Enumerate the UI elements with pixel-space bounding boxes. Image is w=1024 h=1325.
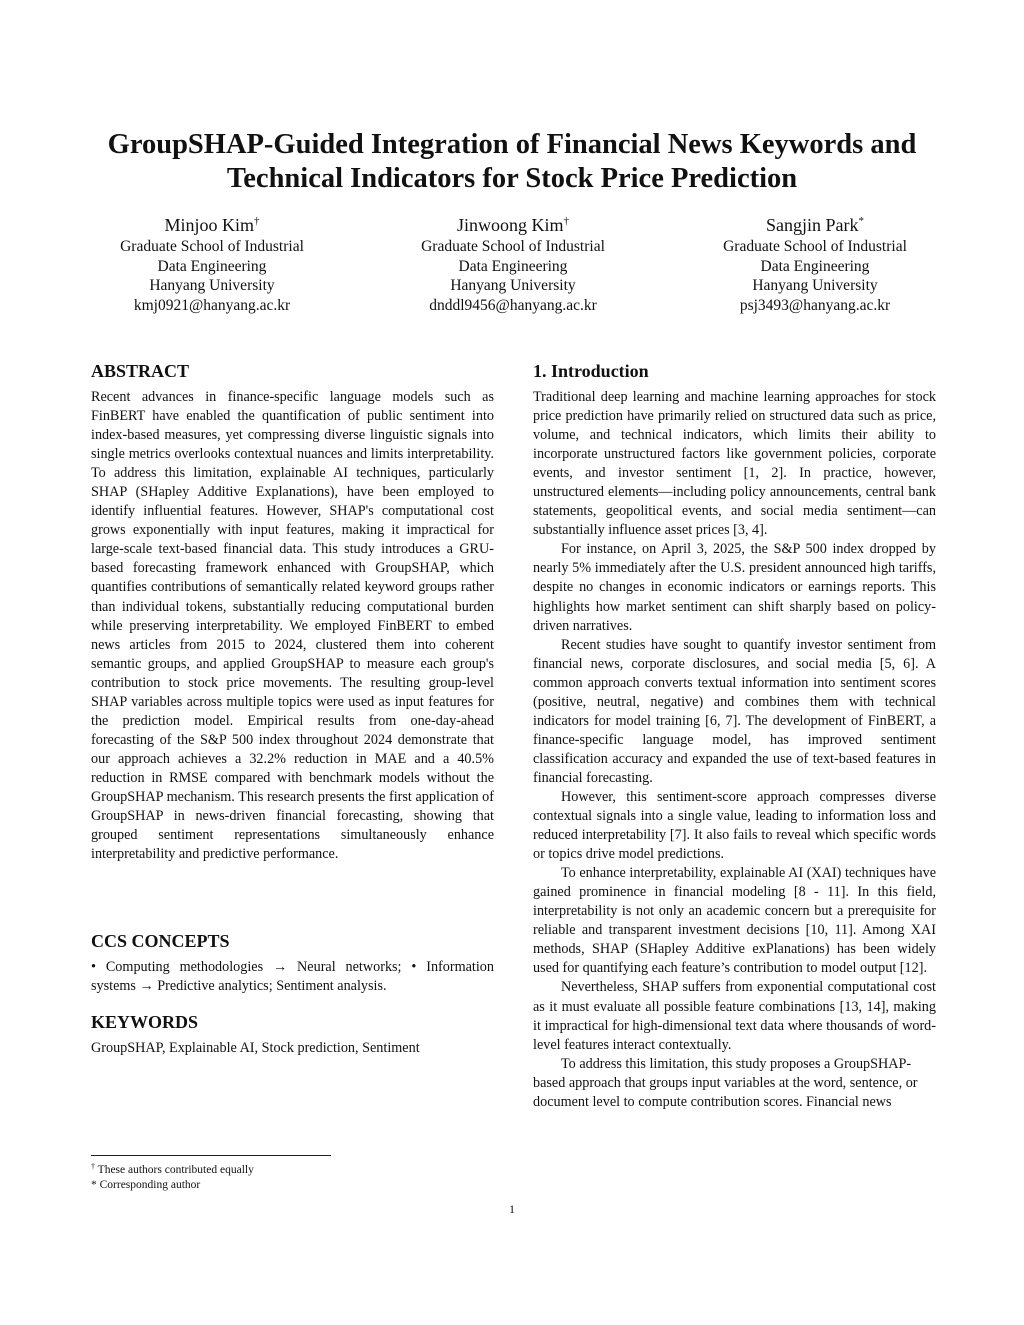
author-1 xyxy=(62,214,362,315)
author-affiliation: Data Engineering xyxy=(157,257,267,275)
intro-paragraph: To address this limitation, this study proposes a GroupSHAP-based approach that groups input variables at the word, sentence, or document level to compute contribution scores. Financial news xyxy=(533,1055,918,1110)
footnote-corresponding-author: * Corresponding author xyxy=(91,1178,201,1191)
footnotes xyxy=(91,1163,254,1192)
introduction-section xyxy=(533,360,936,1112)
author-university: Hanyang University xyxy=(752,277,878,294)
keywords-section xyxy=(91,1011,494,1058)
author-university: Hanyang University xyxy=(149,277,275,294)
intro-paragraph: Recent studies have sought to quantify investor sentiment from financial news, corporate disclosures, and social media [5, 6]. A common approach converts textual information into sentiment scores (positive, neutral, negative) and combines them with technical indicators for model training [6, 7]. The development of FinBERT, a finance-specific language model, has improved sentiment classification accuracy and expanded the use of text-based features in financial forecasting. xyxy=(533,636,936,786)
author-email: kmj0921@hanyang.ac.kr xyxy=(133,296,291,314)
author-affiliation: Graduate School of Industrial xyxy=(723,238,907,255)
paper-title: GroupSHAP-Guided Integration of Financial News Keywords and Technical Indicators for Stock Price Prediction xyxy=(107,129,917,194)
ccs-text: • Computing methodologies → Neural networks; • Information systems → Predictive analytics; Sentiment analysis. xyxy=(91,959,494,995)
ccs-section xyxy=(91,930,494,996)
author-2 xyxy=(363,214,663,315)
keywords-heading: KEYWORDS xyxy=(91,1012,199,1032)
keywords-text: GroupSHAP, Explainable AI, Stock prediction, Sentiment xyxy=(91,1040,420,1056)
intro-paragraph: For instance, on April 3, 2025, the S&P 500 index dropped by nearly 5% immediately after the U.S. president announced high tariffs, despite no changes in economic indicators or earnings reports. This highlights how market sentiment can shift sharply based on policy-driven narratives. xyxy=(533,541,936,634)
abstract-heading: ABSTRACT xyxy=(91,361,190,381)
footnote-equal-contribution: † These authors contributed equally xyxy=(91,1162,254,1176)
ccs-heading: CCS CONCEPTS xyxy=(91,931,230,951)
author-affiliation: Data Engineering xyxy=(458,257,568,275)
author-affiliation: Graduate School of Industrial xyxy=(421,238,605,255)
author-university: Hanyang University xyxy=(450,277,576,294)
author-affiliation: Data Engineering xyxy=(760,257,870,275)
author-name: Sangjin Park* xyxy=(766,215,864,235)
abstract-text: Recent advances in finance-specific language models such as FinBERT have enabled the quantification of public sentiment into index-based measures, yet compressing diverse linguistic signals into single metrics overlooks contextual nuances and limits interpretability. To address this limitation, explainable AI techniques, particularly SHAP (SHapley Additive Explanations), have been employed to identify influential features. However, SHAP's computational cost grows exponentially with input features, making it impractical for large-scale text-based financial data. This study introduces a GRU-based forecasting framework enhanced with GroupSHAP, which quantifies contributions of semantically related keyword groups rather than individual tokens, substantially reducing computational burden while preserving interpretability. We employed FinBERT to embed news articles from 2015 to 2024, clustered them into coherent semantic groups, and applied GroupSHAP to measure each group's contribution to stock price movements. The resulting group-level SHAP variables across multiple topics were used as input features for the prediction model. Empirical results from one-day-ahead forecasting of the S&P 500 index throughout 2024 demonstrate that our approach achieves a 32.2% reduction in MAE and a 40.5% reduction in RMSE compared with benchmark models without the GroupSHAP mechanism. This research presents the first application of GroupSHAP in news-driven financial forecasting, showing that grouped sentiment representations simultaneously enhance interpretability and predictive performance. xyxy=(91,389,494,863)
author-name: Minjoo Kim† xyxy=(164,215,260,235)
intro-paragraph: Nevertheless, SHAP suffers from exponential computational cost as it must evaluate all possible feature combinations [13, 14], making it impractical for high-dimensional text data where thousands of word-level features interact contextually. xyxy=(533,979,936,1053)
author-3 xyxy=(665,214,965,315)
intro-paragraph: To enhance interpretability, explainable AI (XAI) techniques have gained prominence in financial modeling [8 - 11]. In this field, interpretability is not only an academic concern but a prerequisite for reliable and transparent investment decisions [10, 11]. Among XAI methods, SHAP (SHapley Additive exPlanations) has been widely used for quantifying each feature’s contribution to model output [12]. xyxy=(533,865,936,977)
page-number: 1 xyxy=(509,1202,515,1216)
introduction-heading: 1. Introduction xyxy=(533,361,649,381)
author-email: psj3493@hanyang.ac.kr xyxy=(739,296,891,314)
author-affiliation: Graduate School of Industrial xyxy=(120,238,304,255)
intro-paragraph: However, this sentiment-score approach compresses diverse contextual signals into a single value, leading to information loss and reduced interpretability [7]. It also fails to reveal which specific words or topics drive model predictions. xyxy=(533,788,936,863)
footnote-divider xyxy=(91,1155,331,1156)
author-name: Jinwoong Kim† xyxy=(456,215,569,235)
abstract-section xyxy=(91,360,494,864)
author-email: dnddl9456@hanyang.ac.kr xyxy=(429,296,597,314)
intro-paragraph: Traditional deep learning and machine learning approaches for stock price prediction have primarily relied on structured data such as price, volume, and technical indicators, which limits their ability to incorporate unstructured factors like government policies, corporate events, and investor sentiment [1, 2]. In practice, however, unstructured elements—including policy announcements, central bank statements, geopolitical events, and social media sentiment—can substantially influence asset prices [3, 4]. xyxy=(533,389,936,539)
